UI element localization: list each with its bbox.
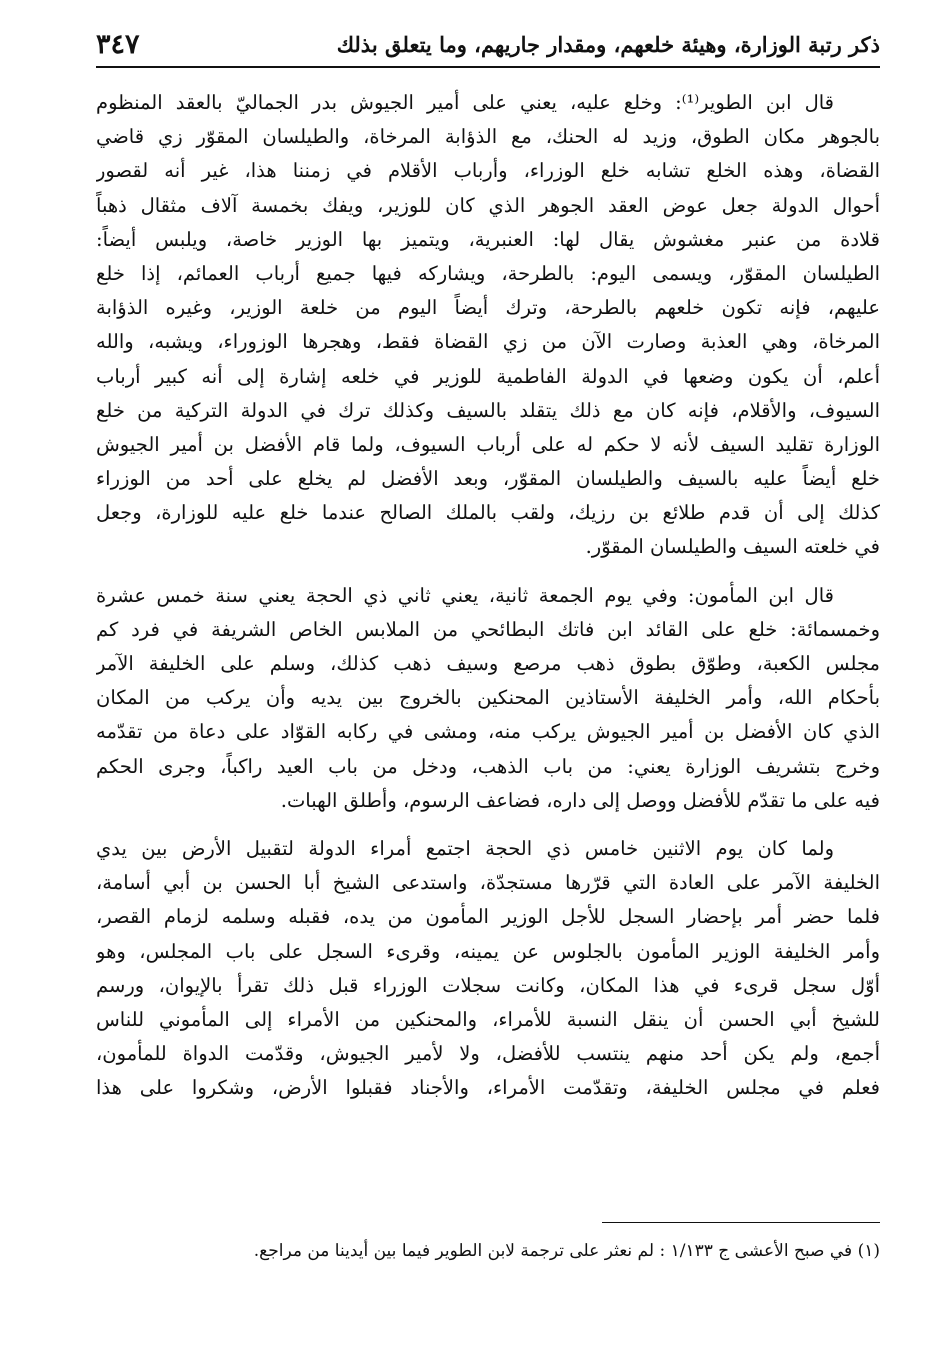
text-line: مجلس الكعبة، وطوّق بطوق ذهب مرصع وسيف ذهب كذلك، وسلم على الخليفة الآمر bbox=[96, 652, 880, 675]
text-line: بالجوهر مكان الطوق، وزيد له الحنك، مع الذؤابة المرخاة، والطيلسان المقوّر زي قاضي bbox=[96, 125, 880, 149]
main-text bbox=[96, 86, 880, 1119]
text-line: قال ابن المأمون: وفي يوم الجمعة ثانية، يعني ثاني ذي الحجة يعني سنة خمس عشرة bbox=[96, 583, 834, 607]
text-line: وأمر الخليفة الوزير المأمون بالجلوس عن يمينه، وقرىء السجل على باب المجلس، وهو bbox=[96, 939, 880, 963]
text-line: الذي كان الأفضل بن أمير الجيوش يركب منه، ومشى في ركابه القوّاد على دعاة من تقدّمه bbox=[96, 720, 880, 744]
text-line: أعلم، أن يكون وضعها في الدولة الفاطمية للوزير في خلعه إشارة إلى أنه كبير أرباب bbox=[96, 364, 880, 388]
text-line: الطيلسان المقوّر، ويسمى اليوم: بالطرحة، ويشاركه فيها جميع أرباب العمائم، إذا خلع bbox=[96, 261, 880, 285]
paragraph-ibn-al-tuwayr bbox=[96, 86, 880, 565]
footnote: (١) في صبح الأعشى ج ١/١٣٣ : لم نعثر على ترجمة لابن الطوير فيما بين أيدينا من مراجع. bbox=[253, 1241, 880, 1261]
text-line: أجمع، ولم يكن أحد منهم ينتسب للأفضل، ولا لأمير الجيوش، وقدّمت الدواة للمأمون، bbox=[96, 1042, 880, 1066]
text-line: قال ابن الطوير⁽¹⁾: وخلع عليه، يعني على أمير الجيوش بدر الجماليّ بالعقد المنظوم bbox=[96, 91, 835, 114]
text-line: القضاة، وهذه الخلع تشابه خلع الوزراء، وأرباب الأقلام في زمننا هذا، غير أنه لقصور bbox=[96, 159, 880, 183]
text-line: أوّل سجل قرىء في هذا المكان، وكانت سجلات الوزراء قبل ذلك تقرأ بالإيوان، ورسم bbox=[96, 973, 880, 997]
text-line: ولما كان يوم الاثنين خامس ذي الحجة اجتمع أمراء الدولة لتقبيل الأرض بين يدي bbox=[96, 836, 834, 860]
text-line: في خلعته السيف والطيلسان المقوّر. bbox=[585, 535, 880, 559]
chapter-title: ذكر رتبة الوزارة، وهيئة خلعهم، ومقدار جاريهم، وما يتعلق بذلك bbox=[336, 31, 880, 57]
page-number: ٣٤٧ bbox=[96, 28, 140, 60]
text-line: كذلك إلى أن قدم طلائع بن رزيك، ولقب بالملك الصالح عندما خلع عليه للوزارة، وجعل bbox=[96, 501, 880, 525]
text-line: الخليفة الآمر على العادة التي قرّرها مستجدّة، واستدعى الشيخ أبا الحسن بن أبي أسامة، bbox=[96, 871, 880, 895]
text-line: فلما حضر أمر بإحضار السجل للأجل الوزير المأمون من يده، فقبله وسلمه لزمام القصر، bbox=[96, 905, 880, 929]
text-line: أحوال الدولة جعل عوض العقد الجوهر الذي كان للوزير، ويفك بخمسة آلاف مثقال ذهباً bbox=[96, 193, 880, 217]
text-line: فعلم في مجلس الخليفة، وتقدّمت الأمراء، والأجناد فقبلوا الأرض، وشكروا على هذا bbox=[96, 1076, 880, 1100]
paragraph-monday-ceremony bbox=[96, 832, 880, 1106]
text-line: بأحكام الله، وأمر الخليفة الأستاذين المحنكين بالخروج بين يديه وأن يركب من المكان bbox=[96, 686, 880, 710]
running-header bbox=[96, 22, 880, 66]
text-line: خلع أيضاً عليه بالسيف والطيلسان المقوّر، وبعد الأفضل لم يخلع على أحد من الوزراء bbox=[96, 467, 880, 491]
text-line: قلادة من عنبر مغشوش يقال لها: العنبرية، ويتميز بها الوزير خاصة، ويلبس أيضاً: bbox=[96, 227, 880, 251]
text-line: عليهم، فإنه تكون خلعهم بالطرحة، وترك أيضاً اليوم من خلعة الوزير، وغيره الذؤابة bbox=[96, 296, 880, 320]
text-line: الوزارة تقليد السيف لأنه لا حكم له على أرباب السيوف، ولما قام الأفضل بن أمير الجيوش bbox=[96, 432, 880, 456]
text-line: للشيخ أبي الحسن أن ينقل النسبة للأمراء، والمحنكين من الأمراء إلى المأموني للناس bbox=[96, 1007, 880, 1031]
header-rule bbox=[96, 66, 880, 68]
text-line: السيوف، والأقلام، فإنه كان مع ذلك يتقلد بالسيف وكذلك ترك في الدولة التركية من خلع bbox=[96, 398, 880, 422]
text-line: وخمسمائة: خلع على القائد ابن فاتك البطائحي من الملابس الخاص الشريفة في فرد كم bbox=[96, 617, 880, 641]
footnote-separator bbox=[602, 1222, 880, 1223]
text-line: فيه على ما تقدّم للأفضل ووصل إلى داره، فضاعف الرسوم، وأطلق الهبات. bbox=[280, 788, 880, 812]
text-line: وخرج بتشريف الوزارة يعني: من باب الذهب، ودخل من باب العيد راكباً، وجرى الحكم bbox=[96, 754, 880, 778]
text-line: المرخاة، وهي العذبة وصارت الآن من زي القضاة فقط، وهجرها الوزوراء، ويشبه، والله bbox=[96, 330, 880, 354]
paragraph-ibn-al-mamun bbox=[96, 579, 880, 818]
